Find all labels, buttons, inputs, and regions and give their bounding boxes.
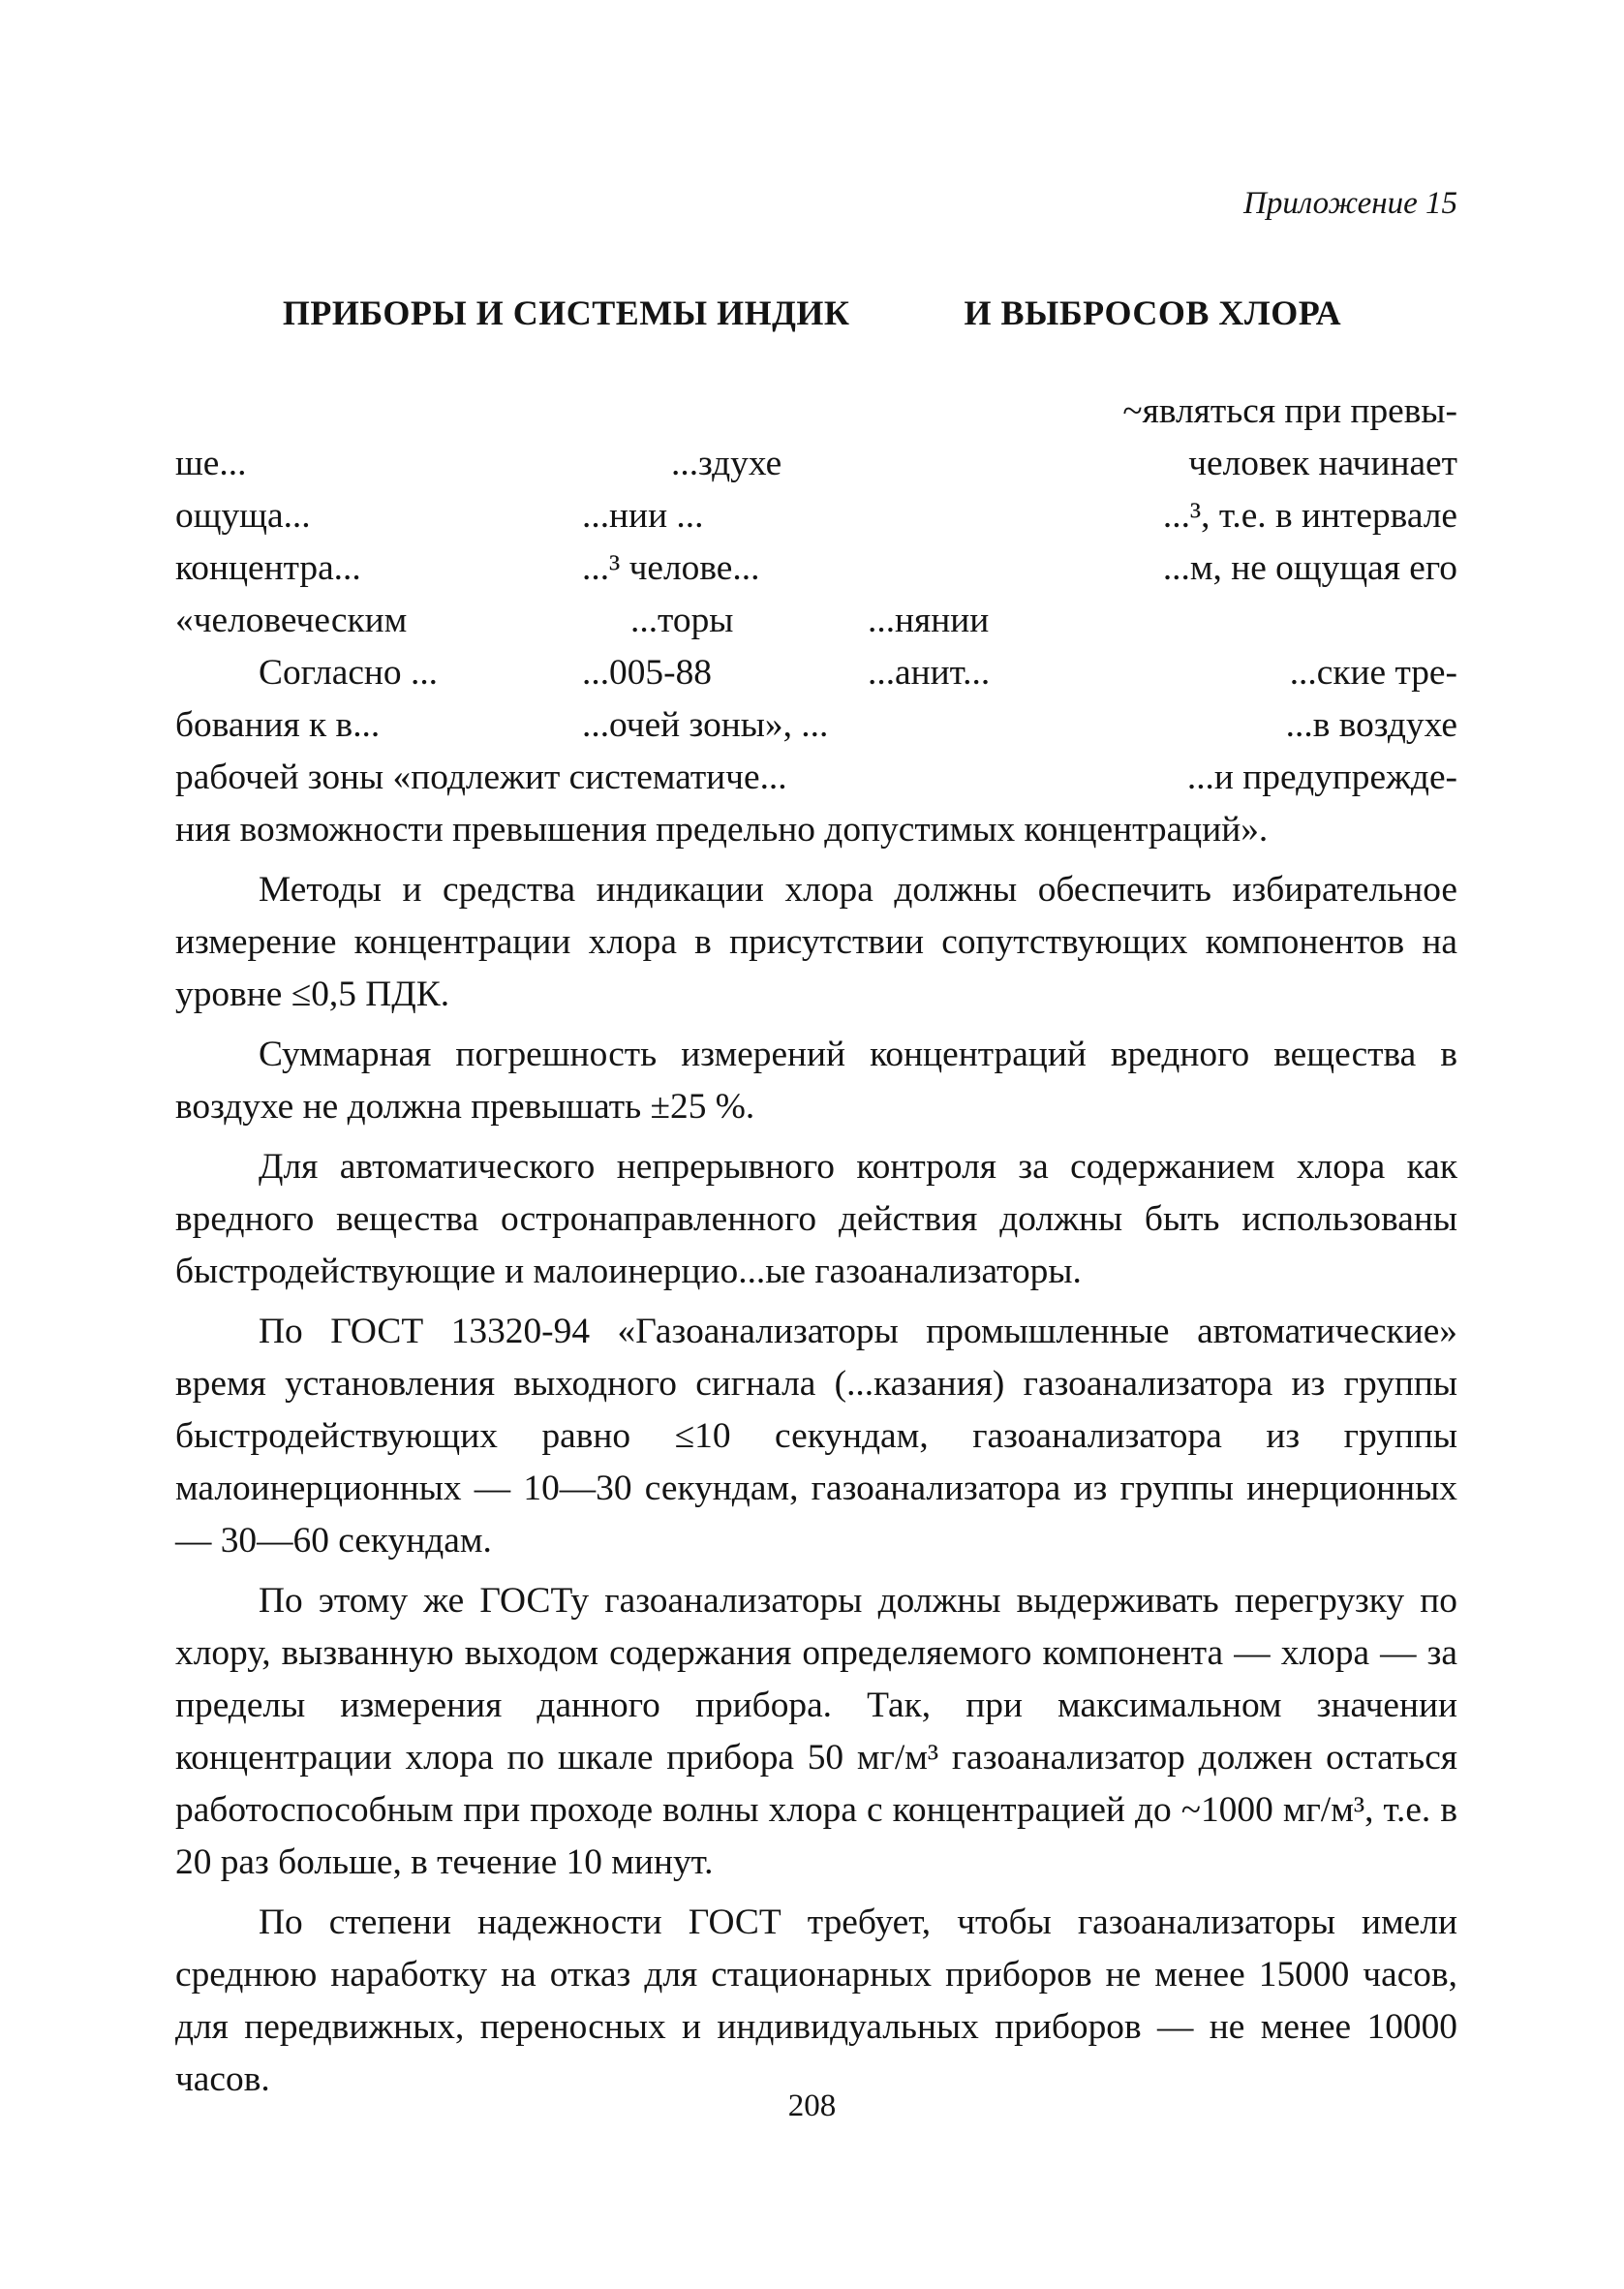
fragment: ...очей зоны», ...	[582, 705, 829, 745]
fragment: ощуща...	[175, 496, 311, 536]
fragment: бования к в...	[175, 705, 381, 745]
fragment: ...анит...	[868, 653, 991, 693]
fragment: ше...	[175, 444, 247, 483]
fragment: рабочей зоны «подлежит систематиче...	[175, 758, 787, 797]
fragment: ...в воздухе	[1285, 705, 1457, 745]
fragment: Согласно ...	[259, 653, 439, 693]
damaged-line-5	[175, 595, 1457, 647]
fragment: человек начинает	[1188, 444, 1457, 483]
body-text	[175, 386, 1457, 2106]
paragraph-4: Для автоматического непрерывного контроля за содержанием хлора как вредного вещества остронаправленного действия должны быть использованы быстродействующие и малоинерцио...ые газоанализаторы.	[175, 1147, 1457, 1291]
paragraph-3: Суммарная погрешность измерений концентраций вредного вещества в воздухе не должна превышать ±25 %.	[175, 1035, 1457, 1127]
damaged-line-2	[175, 438, 1457, 490]
fragment: ...³, т.е. в интервале	[1162, 496, 1457, 536]
running-head: Приложение 15	[1243, 186, 1457, 221]
paragraph-6: По этому же ГОСТу газоанализаторы должны выдерживать перегрузку по хлору, вызванную выходом содержания определяемого компонента — хлора — за пределы измерения данного прибора. Так, при максимальном значении концентрации хлора по шкале прибора 50 мг/м³ газоанализатор должен остаться работоспособным при проходе волны хлора с концентрацией до ~1000 мг/м³, т.е. в 20 раз больше, в течение 10 минут.	[175, 1581, 1457, 1882]
title-right: И ВЫБРОСОВ ХЛОРА	[964, 294, 1342, 332]
paragraph-2: Методы и средства индикации хлора должны обеспечить избирательное измерение концентрации хлора в присутствии сопутствующих компонентов на уровне ≤0,5 ПДК.	[175, 870, 1457, 1014]
fragment: ...нянии	[868, 601, 990, 640]
damaged-line-7	[175, 699, 1457, 752]
paragraph-5: По ГОСТ 13320-94 «Газоанализаторы промышленные автоматические» время установления выходного сигнала (...казания) газоанализатора из группы быстродействующих равно ≤10 секундам, газоанализатора из группы малоинерционных — 10—30 секундам, газоанализатора из группы инерционных — 30—60 секундам.	[175, 1312, 1457, 1561]
fragment: ...ские тре-	[1289, 653, 1457, 693]
fragment: ...³ челове...	[582, 548, 760, 588]
title-left: ПРИБОРЫ И СИСТЕМЫ ИНДИК	[282, 294, 850, 332]
fragment: ...005-88	[582, 653, 712, 693]
damaged-line-8	[175, 752, 1457, 804]
fragment: ...здухе	[671, 444, 782, 483]
damaged-line-4	[175, 542, 1457, 595]
fragment: концентра...	[175, 548, 361, 588]
fragment: ~являться при превы-	[1122, 391, 1457, 431]
page-title	[0, 293, 1624, 333]
paragraph-1-end: ния возможности превышения предельно допустимых концентраций».	[175, 810, 1269, 850]
damaged-line-1	[175, 386, 1457, 438]
paragraph-7: По степени надежности ГОСТ требует, чтобы газоанализаторы имели среднюю наработку на отказ для стационарных приборов не менее 15000 часов, для передвижных, переносных и индивидуальных приборов — не менее 10000 часов.	[175, 1902, 1457, 2099]
fragment: «человеческим	[175, 601, 408, 640]
damaged-line-6	[175, 647, 1457, 699]
fragment: ...торы	[630, 601, 734, 640]
fragment: ...м, не ощущая его	[1162, 548, 1457, 588]
page-number: 208	[787, 2088, 837, 2123]
damaged-line-3	[175, 490, 1457, 542]
fragment: ...и предупрежде-	[1186, 758, 1457, 797]
fragment: ...нии ...	[582, 496, 704, 536]
